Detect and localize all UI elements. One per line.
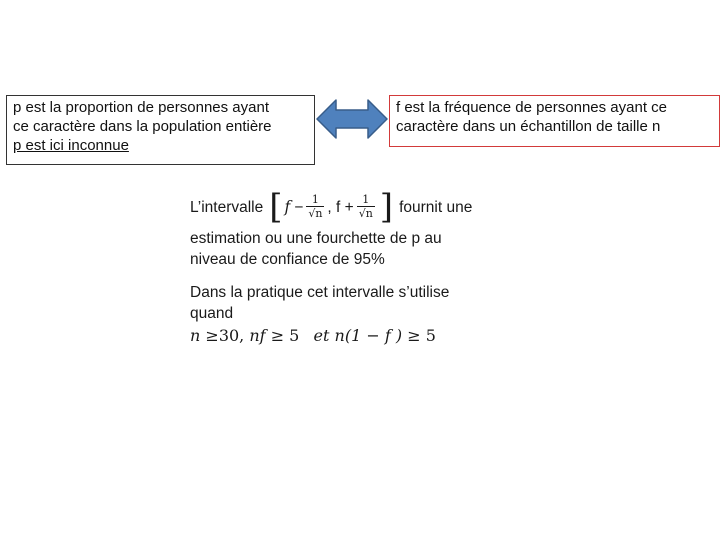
when-line: quand [190,305,234,322]
practice-line: Dans la pratique cet intervalle s’utilise [190,284,450,301]
left-bracket: [ [269,187,283,227]
interval-explanation [190,186,520,348]
fraction-1-denominator: √n [308,207,323,220]
cond-n: n [190,326,201,345]
interval-formula-line [190,186,520,228]
cond-et: et [313,326,330,345]
fraction-1-numerator: 1 [311,193,319,206]
cond-ge-5-b: ≥ 5 [407,326,436,345]
estimation-line: estimation ou une fourchette de p au [190,230,442,247]
cond-nf: nf [249,326,266,345]
fraction-1 [306,194,324,220]
proportion-line-3: p est ici inconnue [13,137,129,154]
cond-ge-30: ≥30, [205,326,245,345]
intro-text: L’intervalle [190,198,264,216]
proportion-line-1: p est la proportion de personnes ayant [13,99,270,116]
formula-minus: − [294,198,304,216]
frequency-line-2: caractère dans un échantillon de taille n [396,118,661,135]
cond-n2: n [334,326,345,345]
double-arrow-icon [316,98,388,140]
fraction-2-numerator: 1 [362,193,370,206]
right-bracket: ] [379,187,394,227]
formula-f: f [284,197,291,216]
cond-paren: (1 − f ) [344,326,403,345]
frequency-line-1: f est la fréquence de personnes ayant ce [396,99,668,116]
fraction-2 [357,194,375,220]
cond-ge-5-a: ≥ 5 [270,326,300,345]
confidence-line: niveau de confiance de 95% [190,251,385,268]
proportion-line-2: ce caractère dans la population entière [13,118,272,135]
frequency-definition-box [389,95,720,147]
proportion-definition-box [6,95,315,165]
formula-comma-plus: , f + [327,198,354,216]
conditions-line [190,324,520,348]
tail-text: fournit une [399,198,473,216]
fraction-2-denominator: √n [358,207,373,220]
